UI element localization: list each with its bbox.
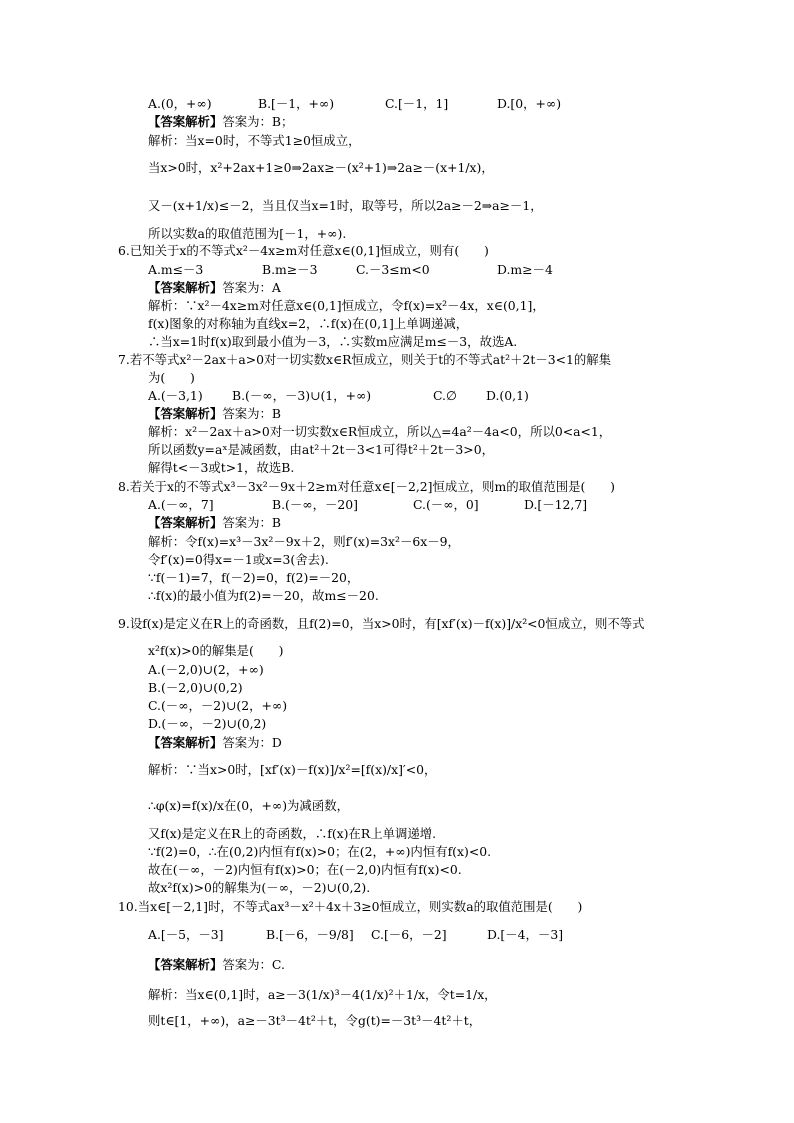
answer-text: 答案为：C. [222, 957, 285, 972]
q9-option-b: B.(－2,0)∪(0,2) [148, 680, 243, 695]
q8-option-d: D.[－12,7] [524, 497, 588, 512]
answer-tag: 【答案解析】 [148, 735, 223, 750]
answer-tag: 【答案解析】 [148, 114, 223, 129]
q8-answer-line [148, 515, 281, 531]
q8-stem: 8.若关于x的不等式x³－3x²－9x＋2≥m对任意x∈[－2,2]恒成立，则m的取值范围是( ) [118, 479, 615, 494]
q7-solution-line: 所以函数y=aˣ是减函数，由at²＋2t－3<1可得t²＋2t－3>0， [148, 442, 494, 457]
answer-text: 答案为：B； [222, 114, 294, 129]
q7-solution-line: 解析：x²－2ax＋a>0对一切实数x∈R恒成立，所以△=4a²－4a<0，所以0<a<1， [148, 424, 612, 439]
q10-solution-line: 解析：当x∈(0,1]时，a≥－3(1/x)³－4(1/x)²＋1/x，令t=1/x， [148, 987, 497, 1002]
q9-solution-line: 故x²f(x)>0的解集为(－∞，－2)∪(0,2). [148, 880, 371, 895]
q8-option-c: C.(－∞，0] [413, 497, 479, 512]
q7-solution-line: 解得t<－3或t>1，故选B. [148, 460, 295, 475]
q7-stem-continued: 为( ) [148, 370, 195, 385]
q9-solution-line: ∵f(2)=0，∴在(0,2)内恒有f(x)>0；在(2，+∞)内恒有f(x)<0. [148, 844, 492, 859]
answer-tag: 【答案解析】 [148, 280, 223, 295]
q9-option-c: C.(－∞，－2)∪(2，+∞) [148, 698, 288, 713]
q9-answer-line [148, 735, 282, 751]
answer-text: 答案为：B [222, 406, 282, 421]
q6-solution-line: 解析：∵x²－4x≥m对任意x∈(0,1]恒成立，令f(x)=x²－4x，x∈(0,1]， [148, 298, 545, 313]
q10-option-b: B.[－6，－9/8] [266, 927, 354, 942]
q5-option-a: A.(0，+∞) [148, 96, 212, 111]
q5-option-c: C.[－1，1] [385, 96, 449, 111]
q10-solution-line: 则t∈[1，+∞)，a≥－3t³－4t²＋t，令g(t)=－3t³－4t²＋t， [148, 1013, 482, 1028]
q7-option-c: C.∅ [433, 388, 457, 403]
q10-stem: 10.当x∈[－2,1]时，不等式ax³－x²＋4x＋3≥0恒成立，则实数a的取值范围是( ) [118, 899, 583, 914]
q8-option-b: B.(－∞，－20] [272, 497, 358, 512]
q10-option-d: D.[－4，－3] [487, 927, 564, 942]
q9-stem-continued: x²f(x)>0的解集是( ) [148, 643, 284, 658]
answer-text: 答案为：D [222, 735, 282, 750]
answer-text: 答案为：B [222, 515, 282, 530]
q9-option-d: D.(－∞，－2)∪(0,2) [148, 716, 267, 731]
q7-option-a: A.(－3,1) [148, 388, 203, 403]
q6-answer-line [148, 280, 281, 296]
q9-option-a: A.(－2,0)∪(2，+∞) [148, 662, 264, 677]
q5-answer-line [148, 114, 293, 130]
q5-solution-line: 所以实数a的取值范围为[－1，+∞). [148, 226, 347, 241]
q6-option-d: D.m≥－4 [497, 262, 553, 277]
q9-solution-line: 故在(－∞，－2)内恒有f(x)>0；在(－2,0)内恒有f(x)<0. [148, 862, 462, 877]
q10-option-a: A.[－5，－3] [148, 927, 224, 942]
q8-solution-line: 令f′(x)=0得x=－1或x=3(舍去). [148, 552, 329, 567]
q7-stem: 7.若不等式x²－2ax＋a>0对一切实数x∈R恒成立，则关于t的不等式at²＋2t－3<1的解集 [118, 352, 612, 367]
q9-solution-line: ∴φ(x)=f(x)/x在(0，+∞)为减函数， [148, 798, 349, 813]
q6-option-a: A.m≤－3 [148, 262, 204, 277]
answer-tag: 【答案解析】 [148, 406, 223, 421]
answer-tag: 【答案解析】 [148, 515, 223, 530]
q5-solution-line: 又－(x+1/x)≤－2，当且仅当x=1时，取等号，所以2a≥－2⇒a≥－1， [148, 198, 543, 213]
q5-solution-line: 当x>0时，x²+2ax+1≥0⇒2ax≥－(x²+1)⇒2a≥－(x+1/x)， [148, 160, 494, 175]
answer-text: 答案为：A [222, 280, 281, 295]
q8-solution-line: ∵f(－1)=7，f(－2)=0，f(2)=－20， [148, 570, 360, 585]
q5-option-b: B.[－1，+∞) [258, 96, 335, 111]
q7-option-b: B.(－∞，－3)∪(1，+∞) [232, 388, 372, 403]
q10-answer-line [148, 957, 285, 973]
q9-solution-line: 又f(x)是定义在R上的奇函数，∴f(x)在R上单调递增. [148, 826, 437, 841]
q5-solution-line: 解析：当x=0时，不等式1≥0恒成立， [148, 133, 361, 148]
q6-solution-line: f(x)图象的对称轴为直线x=2，∴f(x)在(0,1]上单调递减， [148, 316, 469, 331]
q5-option-d: D.[0，+∞) [497, 96, 562, 111]
q9-stem: 9.设f(x)是定义在R上的奇函数，且f(2)=0，当x>0时，有[xf′(x)－f(x)]/x²<0恒成立，则不等式 [118, 616, 645, 631]
q10-option-c: C.[－6，－2] [371, 927, 447, 942]
q8-solution-line: 解析：令f(x)=x³－3x²－9x＋2，则f′(x)=3x²－6x－9， [148, 534, 460, 549]
q7-option-d: D.(0,1) [486, 388, 529, 403]
q6-stem: 6.已知关于x的不等式x²－4x≥m对任意x∈(0,1]恒成立，则有( ) [118, 243, 489, 258]
q9-solution-line: 解析：∵当x>0时，[xf′(x)－f(x)]/x²=[f(x)/x]′<0， [148, 762, 437, 777]
q8-solution-line: ∴f(x)的最小值为f(2)=－20，故m≤－20. [148, 588, 379, 603]
q6-option-b: B.m≥－3 [262, 262, 318, 277]
answer-tag: 【答案解析】 [148, 957, 223, 972]
q6-option-c: C.－3≤m<0 [356, 262, 430, 277]
q6-solution-line: ∴当x=1时f(x)取到最小值为－3，∴实数m应满足m≤－3，故选A. [148, 334, 518, 349]
q7-answer-line [148, 406, 281, 422]
q8-option-a: A.(－∞，7] [148, 497, 214, 512]
